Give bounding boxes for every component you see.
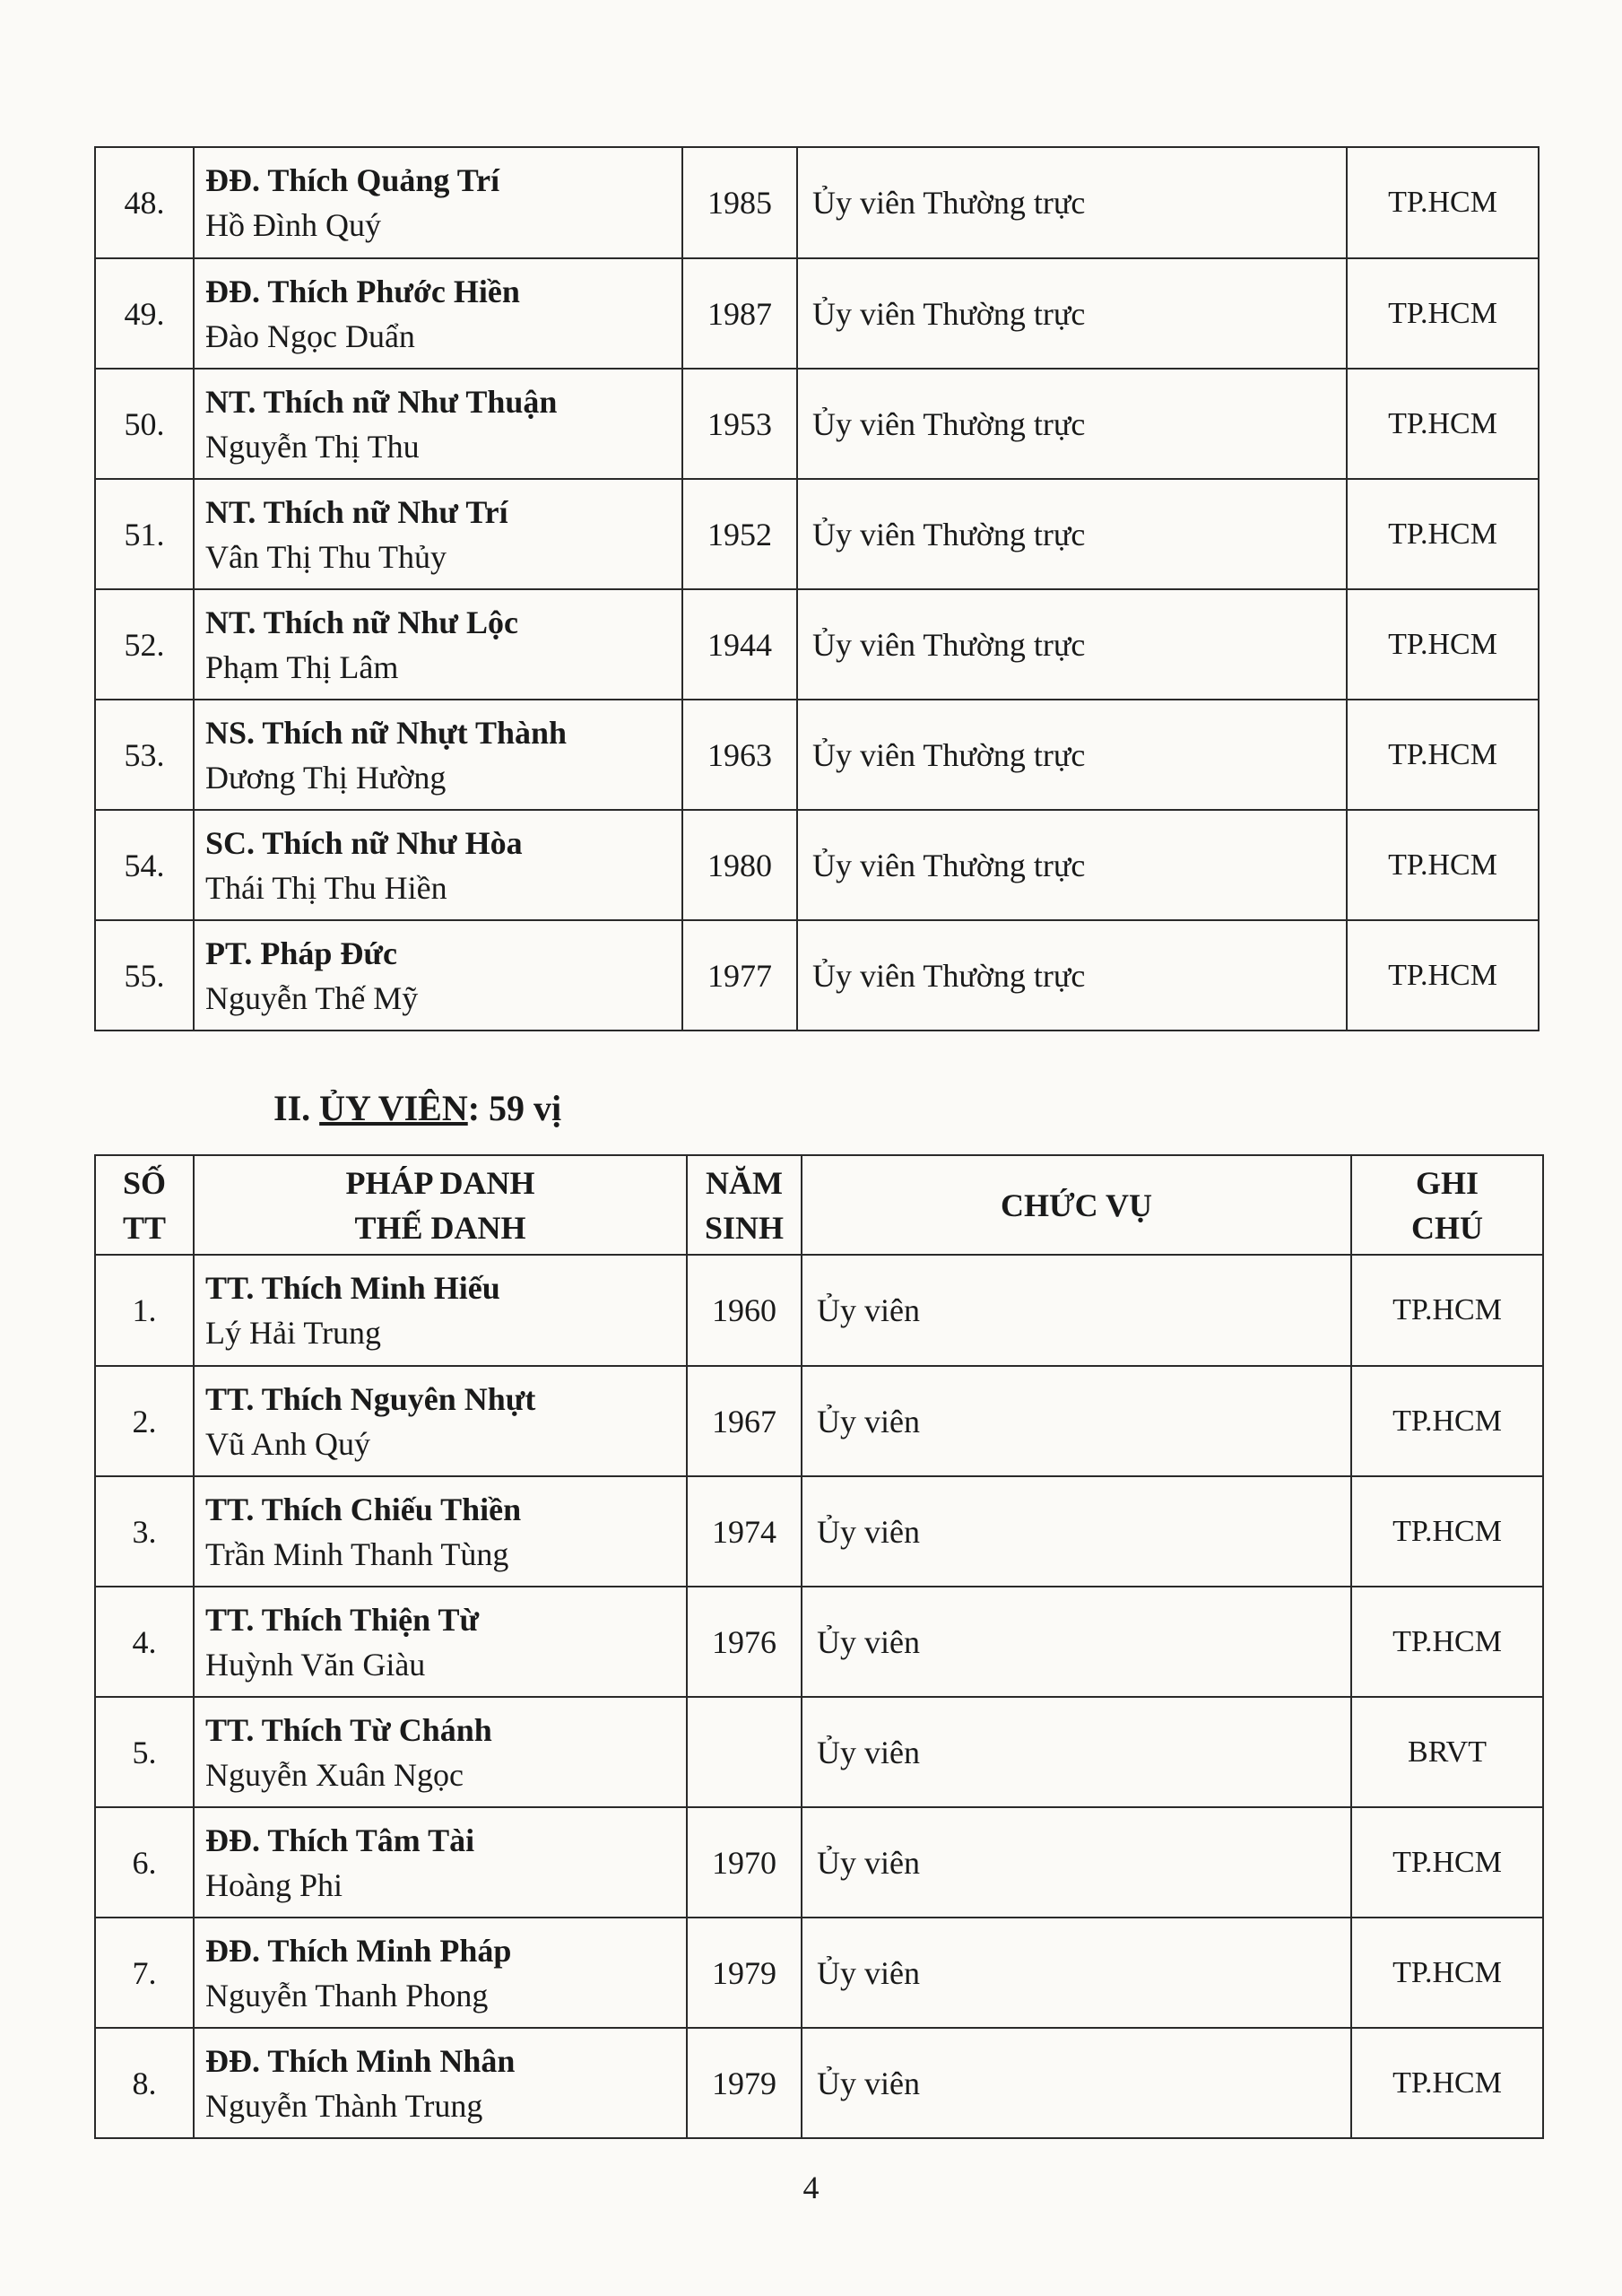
section-heading — [273, 1087, 561, 1129]
secular-name: Lý Hải Trung — [205, 1315, 382, 1351]
table-row — [95, 1697, 1543, 1807]
secular-name: Vân Thị Thu Thủy — [205, 538, 447, 575]
birth-year: 1977 — [682, 920, 797, 1031]
header-number: SỐ TT — [95, 1155, 194, 1255]
note: TP.HCM — [1351, 1807, 1543, 1918]
birth-year: 1970 — [687, 1807, 802, 1918]
birth-year: 1979 — [687, 2028, 802, 2138]
dharma-name: TT. Thích Từ Chánh — [205, 1711, 492, 1748]
note: TP.HCM — [1351, 1918, 1543, 2028]
birth-year: 1952 — [682, 479, 797, 589]
name-cell — [194, 1697, 687, 1807]
birth-year — [687, 1697, 802, 1807]
row-number: 8. — [95, 2028, 194, 2138]
dharma-name: NT. Thích nữ Như Thuận — [205, 383, 558, 420]
row-number: 54. — [95, 810, 194, 920]
table-row — [95, 1255, 1543, 1366]
name-cell — [194, 147, 682, 258]
header-note: GHI CHÚ — [1351, 1155, 1543, 1255]
note: TP.HCM — [1347, 920, 1539, 1031]
note: TP.HCM — [1347, 258, 1539, 369]
section-suffix: : 59 vị — [467, 1088, 562, 1128]
header-name: PHÁP DANH THẾ DANH — [194, 1155, 687, 1255]
note: TP.HCM — [1351, 1587, 1543, 1697]
name-cell — [194, 700, 682, 810]
birth-year: 1980 — [682, 810, 797, 920]
dharma-name: NT. Thích nữ Như Trí — [205, 493, 508, 530]
row-number: 3. — [95, 1476, 194, 1587]
name-cell — [194, 2028, 687, 2138]
birth-year: 1976 — [687, 1587, 802, 1697]
table-row — [95, 1366, 1543, 1476]
name-cell — [194, 1587, 687, 1697]
members-table — [94, 1154, 1544, 2139]
dharma-name: ĐĐ. Thích Quảng Trí — [205, 162, 500, 198]
secular-name: Nguyễn Thành Trung — [205, 2087, 483, 2124]
header-position: CHỨC VỤ — [802, 1155, 1351, 1255]
dharma-name: TT. Thích Nguyên Nhựt — [205, 1380, 536, 1417]
table-row — [95, 700, 1539, 810]
row-number: 50. — [95, 369, 194, 479]
table-row — [95, 369, 1539, 479]
dharma-name: ĐĐ. Thích Minh Pháp — [205, 1932, 512, 1969]
position: Ủy viên Thường trực — [797, 589, 1347, 700]
position: Ủy viên Thường trực — [797, 700, 1347, 810]
birth-year: 1987 — [682, 258, 797, 369]
table-row — [95, 147, 1539, 258]
dharma-name: PT. Pháp Đức — [205, 935, 397, 971]
note: TP.HCM — [1351, 2028, 1543, 2138]
position: Ủy viên — [802, 1587, 1351, 1697]
secular-name: Phạm Thị Lâm — [205, 648, 399, 685]
birth-year: 1974 — [687, 1476, 802, 1587]
table-row — [95, 258, 1539, 369]
table-row — [95, 1587, 1543, 1697]
position: Ủy viên Thường trực — [797, 258, 1347, 369]
table-row — [95, 810, 1539, 920]
secular-name: Nguyễn Thế Mỹ — [205, 979, 419, 1016]
note: BRVT — [1351, 1697, 1543, 1807]
table-row — [95, 589, 1539, 700]
secular-name: Hồ Đình Quý — [205, 207, 381, 243]
row-number: 49. — [95, 258, 194, 369]
note: TP.HCM — [1347, 810, 1539, 920]
birth-year: 1944 — [682, 589, 797, 700]
table-row — [95, 920, 1539, 1031]
secular-name: Trần Minh Thanh Tùng — [205, 1535, 509, 1572]
dharma-name: TT. Thích Chiếu Thiền — [205, 1491, 522, 1527]
dharma-name: NT. Thích nữ Như Lộc — [205, 604, 518, 640]
birth-year: 1967 — [687, 1366, 802, 1476]
row-number: 48. — [95, 147, 194, 258]
birth-year: 1960 — [687, 1255, 802, 1366]
secular-name: Nguyễn Xuân Ngọc — [205, 1756, 464, 1793]
position: Ủy viên — [802, 1476, 1351, 1587]
table-row — [95, 1476, 1543, 1587]
table-row — [95, 479, 1539, 589]
note: TP.HCM — [1347, 479, 1539, 589]
secular-name: Nguyễn Thị Thu — [205, 428, 420, 465]
name-cell — [194, 1476, 687, 1587]
row-number: 7. — [95, 1918, 194, 2028]
note: TP.HCM — [1351, 1476, 1543, 1587]
note: TP.HCM — [1347, 147, 1539, 258]
name-cell — [194, 479, 682, 589]
table-header — [95, 1155, 1543, 1255]
secular-name: Đào Ngọc Duẩn — [205, 317, 415, 354]
dharma-name: ĐĐ. Thích Tâm Tài — [205, 1822, 475, 1858]
name-cell — [194, 258, 682, 369]
birth-year: 1985 — [682, 147, 797, 258]
section-prefix: II. — [273, 1088, 320, 1128]
row-number: 2. — [95, 1366, 194, 1476]
birth-year: 1953 — [682, 369, 797, 479]
table-row — [95, 1918, 1543, 2028]
row-number: 52. — [95, 589, 194, 700]
position: Ủy viên Thường trực — [797, 920, 1347, 1031]
name-cell — [194, 1807, 687, 1918]
name-cell — [194, 1918, 687, 2028]
page-number: 4 — [802, 2170, 820, 2205]
table-row — [95, 1807, 1543, 1918]
name-cell — [194, 369, 682, 479]
row-number: 6. — [95, 1807, 194, 1918]
note: TP.HCM — [1347, 700, 1539, 810]
secular-name: Nguyễn Thanh Phong — [205, 1977, 489, 2013]
dharma-name: SC. Thích nữ Như Hòa — [205, 824, 523, 861]
dharma-name: ĐĐ. Thích Minh Nhân — [205, 2042, 516, 2079]
secular-name: Hoàng Phi — [205, 1866, 343, 1903]
row-number: 1. — [95, 1255, 194, 1366]
table-row — [95, 2028, 1543, 2138]
note: TP.HCM — [1351, 1255, 1543, 1366]
secular-name: Dương Thị Hường — [205, 759, 447, 796]
dharma-name: NS. Thích nữ Nhựt Thành — [205, 714, 568, 751]
note: TP.HCM — [1347, 589, 1539, 700]
section-title: ỦY VIÊN — [319, 1088, 468, 1128]
position: Ủy viên — [802, 2028, 1351, 2138]
dharma-name: ĐĐ. Thích Phước Hiền — [205, 273, 520, 309]
name-cell — [194, 1255, 687, 1366]
dharma-name: TT. Thích Minh Hiếu — [205, 1270, 500, 1306]
secular-name: Huỳnh Văn Giàu — [205, 1646, 426, 1683]
name-cell — [194, 589, 682, 700]
secular-name: Vũ Anh Quý — [205, 1425, 371, 1462]
note: TP.HCM — [1347, 369, 1539, 479]
birth-year: 1963 — [682, 700, 797, 810]
row-number: 5. — [95, 1697, 194, 1807]
name-cell — [194, 920, 682, 1031]
name-cell — [194, 810, 682, 920]
position: Ủy viên Thường trực — [797, 810, 1347, 920]
row-number: 51. — [95, 479, 194, 589]
position: Ủy viên — [802, 1918, 1351, 2028]
members-table-standing — [94, 146, 1540, 1031]
name-cell — [194, 1366, 687, 1476]
row-number: 55. — [95, 920, 194, 1031]
position: Ủy viên Thường trực — [797, 479, 1347, 589]
row-number: 4. — [95, 1587, 194, 1697]
position: Ủy viên — [802, 1366, 1351, 1476]
birth-year: 1979 — [687, 1918, 802, 2028]
position: Ủy viên — [802, 1807, 1351, 1918]
note: TP.HCM — [1351, 1366, 1543, 1476]
row-number: 53. — [95, 700, 194, 810]
position: Ủy viên — [802, 1697, 1351, 1807]
dharma-name: TT. Thích Thiện Từ — [205, 1601, 480, 1638]
secular-name: Thái Thị Thu Hiền — [205, 869, 447, 906]
position: Ủy viên Thường trực — [797, 369, 1347, 479]
header-year: NĂM SINH — [687, 1155, 802, 1255]
position: Ủy viên Thường trực — [797, 147, 1347, 258]
position: Ủy viên — [802, 1255, 1351, 1366]
